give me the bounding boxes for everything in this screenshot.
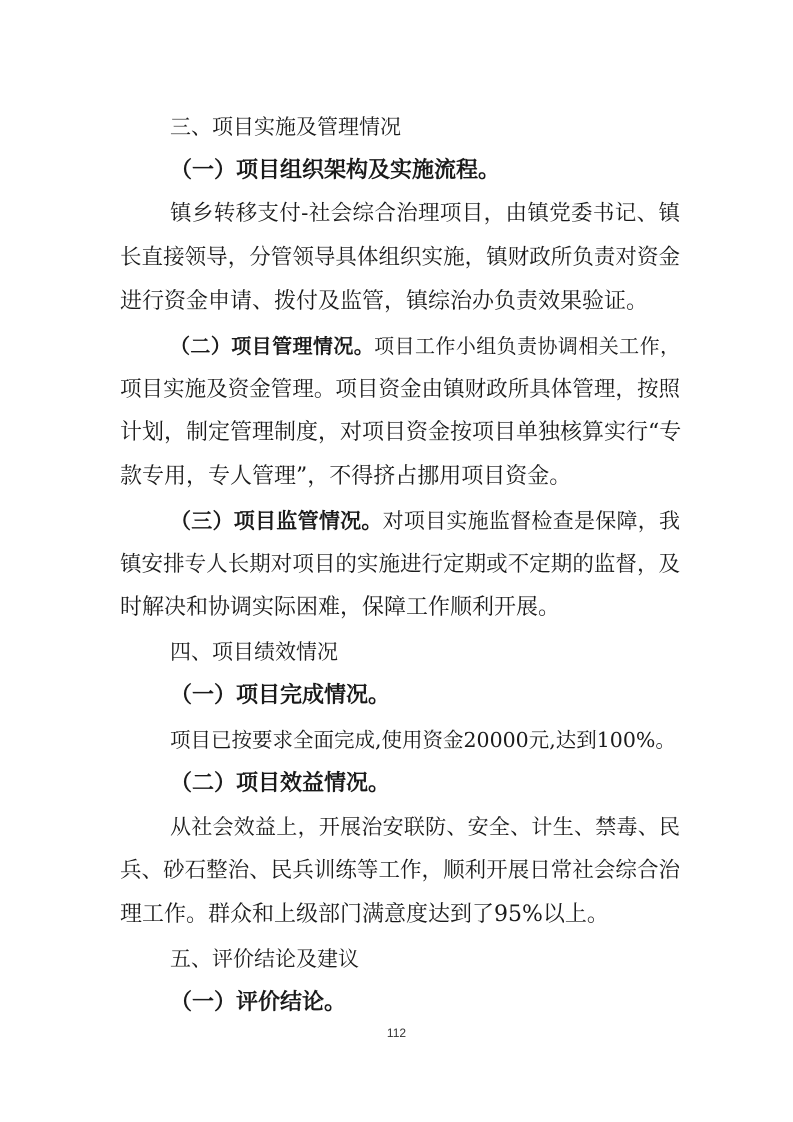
paragraph-line: 项目已按要求全面完成,使用资金20000元,达到100%。	[170, 728, 676, 752]
subheading-5-1: （一）评价结论。	[170, 990, 347, 1015]
paragraph-text: 项目工作小组负责协调相关工作，	[374, 334, 681, 358]
section-heading-4: 四、项目绩效情况	[170, 640, 338, 664]
paragraph-line: 理工作。群众和上级部门满意度达到了95%以上。	[120, 902, 609, 927]
paragraph-line: 兵、砂石整治、民兵训练等工作，顺利开展日常社会综合治	[120, 858, 680, 883]
paragraph-line: 计划，制定管理制度，对项目资金按项目单独核算实行“专	[120, 420, 682, 445]
paragraph-text: 对项目实施监督检查是保障，我	[382, 509, 680, 533]
page-number: 112	[386, 1026, 407, 1040]
section-heading-3: 三、项目实施及管理情况	[170, 115, 401, 139]
paragraph-line: 项目实施及资金管理。项目资金由镇财政所具体管理，按照	[120, 377, 680, 402]
subheading-3-3: （三）项目监管情况。	[170, 509, 383, 533]
subheading-4-1: （一）项目完成情况。	[170, 683, 391, 708]
paragraph-line: 长直接领导，分管领导具体组织实施，镇财政所负责对资金	[120, 245, 680, 270]
paragraph-line: 进行资金申请、拨付及监管，镇综治办负责效果验证。	[120, 289, 649, 314]
paragraph-line: 从社会效益上，开展治安联防、安全、计生、禁毒、民	[170, 815, 680, 839]
section-heading-5: 五、评价结论及建议	[170, 947, 359, 971]
paragraph-line: 镇安排专人长期对项目的实施进行定期或不定期的监督，及	[120, 552, 680, 577]
paragraph-line: 款专用，专人管理”，不得挤占挪用项目资金。	[120, 464, 572, 489]
subheading-3-2: （二）项目管理情况。	[170, 334, 375, 358]
paragraph-line-3-3	[170, 506, 680, 536]
subheading-4-2: （二）项目效益情况。	[170, 771, 391, 796]
paragraph-line-3-2	[170, 331, 680, 361]
subheading-3-1: （一）项目组织架构及实施流程。	[170, 158, 501, 183]
paragraph-line: 时解决和协调实际困难，保障工作顺利开展。	[120, 595, 561, 620]
paragraph-line: 镇乡转移支付-社会综合治理项目，由镇党委书记、镇	[170, 201, 680, 226]
